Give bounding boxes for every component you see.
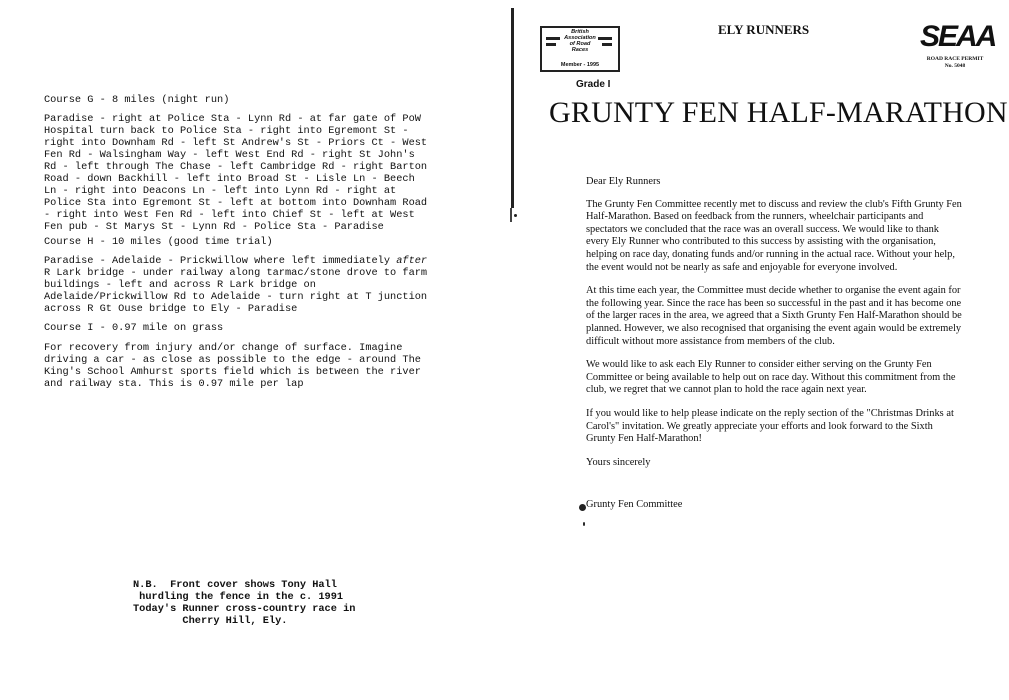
ink-mark — [583, 522, 585, 526]
course-g-route: Paradise - right at Police Sta - Lynn Rd - at far gate of PoW Hospital turn back to Police Sta - right into Egremont St - right into Downham Rd - left St Andrew's St - Priors Ct - West Fen Rd - Walsingham Way - left West End Rd - right St John's Rd - left through The Chase - left Cambridge Rd - right Barton Road - down Backhill - left into Broad St - Lisle Ln - Beech Ln - right into Deacons Ln - left into Lynn Rd - right at Police Sta into Egremont St - left at bottom into Downham Road - right into West Fen Rd - left into Chief St - left at West Fen pub - St Marys St - Lynn Rd - Police Sta - Paradise — [44, 113, 428, 233]
course-g-title: Course G - 8 miles (night run) — [44, 94, 230, 106]
badge-bar — [546, 37, 560, 40]
badge-bar — [602, 43, 612, 46]
letter-body — [586, 176, 962, 523]
signature: Grunty Fen Committee — [586, 499, 683, 511]
permit-text: ROAD RACE PERMIT No. 5048 — [926, 56, 984, 69]
salutation: Dear Ely Runners — [586, 176, 661, 187]
grade-label: Grade I — [576, 79, 611, 90]
ink-blot — [579, 504, 586, 511]
badge-line-4: Races — [571, 47, 589, 53]
bar-member-badge — [540, 26, 620, 72]
letter-paragraph-2: At this time each year, the Committee must decide whether to organise the event again for the following year. Since the race has been so successful in the past and it has become one of the larger races in the area, we agreed that a Sixth Grunty Fen Half-Marathon should be planned. However, we also recognised that organising the event again would be extremely difficult without more assistance from members of the club. — [586, 285, 962, 347]
ink-mark — [514, 214, 517, 217]
course-i-title: Course I - 0.97 mile on grass — [44, 322, 224, 334]
course-h-route-start: Paradise - Adelaide - Prickwillow where left immediately — [44, 255, 397, 267]
badge-line-3: of Road — [569, 41, 591, 47]
road-race-permit — [920, 56, 990, 70]
closing: Yours sincerely — [586, 456, 651, 468]
event-title: GRUNTY FEN HALF-MARATHON — [549, 96, 1008, 129]
club-name: ELY RUNNERS — [718, 22, 810, 37]
course-i-text: For recovery from injury and/or change of surface. Imagine driving a car - as close as possible to the edge - around The King's School Amhurst sports field which is between the river and railway sta. This is 0.97 mile per lap — [44, 342, 421, 390]
badge-line-2: Association — [564, 35, 596, 41]
badge-member-year: Member - 1995 — [560, 62, 600, 68]
course-h-route — [44, 255, 427, 315]
seaa-logo: SEAA — [920, 20, 996, 53]
course-h-title: Course H - 10 miles (good time trial) — [44, 236, 273, 248]
letter-paragraph-1: The Grunty Fen Committee recently met to discuss and review the club's Fifth Grunty Fen Half-Marathon. Based on feedback from the runners, wheelchair participants and spectators we concluded that the race was an overall success. We would like to thank every Ely Runner who contributed to this success by assisting with the organisation, helping on race day, donating funds and/or running in the actual race. Without your help, the event would not be nearly as safe and enjoyable for everyone involved. — [586, 198, 962, 273]
left-page — [0, 0, 500, 700]
badge-line-1: British — [571, 29, 589, 35]
course-h-route-rest: R Lark bridge - under railway along tarmac/stone drove to farm buildings - left and across R Lark bridge on Adelaide/Prickwillow Rd to Adelaide - turn right at T junction across R Gt Ouse bridge to Ely - Paradise — [44, 267, 428, 315]
cover-note: N.B. Front cover shows Tony Hall hurdling the fence in the c. 1991 Today's Runner cross-country race in Cherry Hill, Ely. — [133, 579, 356, 627]
badge-bar — [546, 43, 556, 46]
badge-bar — [598, 37, 612, 40]
course-h-route-emphasis: after — [396, 255, 428, 267]
letter-paragraph-3: We would like to ask each Ely Runner to consider either serving on the Grunty Fen Committee or being available to help out on race day. Without this commitment from the club, we regret that we cannot plan to hold the race again next year. — [586, 359, 956, 396]
letter-paragraph-4: If you would like to help please indicate on the reply section of the "Christmas Drinks at Carol's" invitation. We greatly appreciate your efforts and look forward to the Sixth Grunty Fen Half-Marathon! — [586, 407, 954, 445]
